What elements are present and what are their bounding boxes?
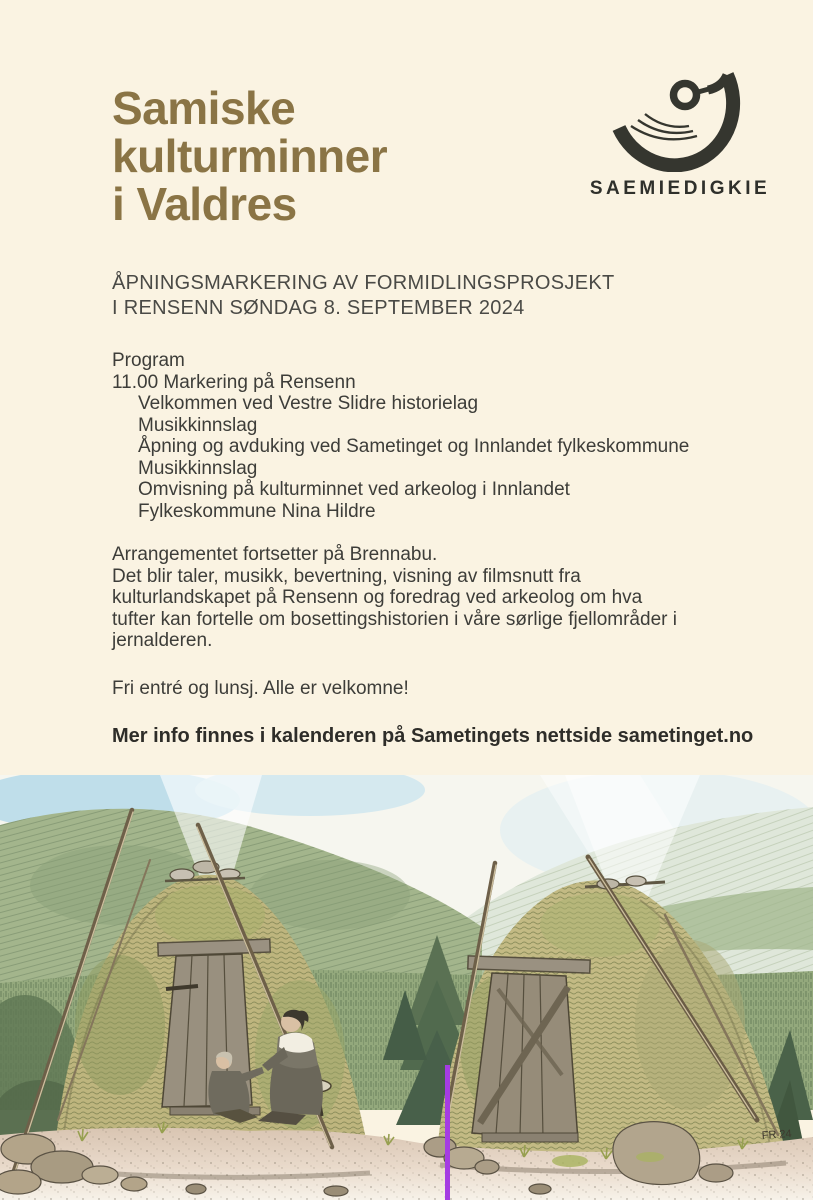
title-line-3: i Valdres [112,178,297,230]
details-line: kulturlandskapet på Rensenn og foredrag ved arkeolog om hva [112,587,643,609]
program-heading: Program [112,350,185,371]
details-paragraph [112,544,677,652]
title-line-2: kulturminner [112,130,388,182]
program-item: Musikkinnslag [138,457,258,479]
details-line: Arrangementet fortsetter på Brennabu. [112,544,438,565]
details-line: tufter kan fortelle om bosettingshistorien i våre sørlige fjellområder i [112,608,677,630]
sami-drum-horn-icon [605,62,755,172]
title-line-1: Samiske [112,82,296,134]
program-item: Velkommen ved Vestre Slidre historielag [138,393,479,414]
details-line: Det blir taler, musikk, bevertning, visning av filmsnutt fra [112,565,581,587]
artist-signature: FR 24 [761,1127,793,1142]
details-line: jernalderen. [112,630,213,652]
program-item: Omvisning på kulturminnet ved arkeolog i Innlandet [138,479,570,500]
page-title [112,84,387,228]
saemiedigkie-logo [582,62,778,200]
turf-huts-illustration [0,775,813,1200]
subtitle-line-2: I RENSENN SØNDAG 8. SEPTEMBER 2024 [112,297,525,319]
program-time-line: 11.00 Markering på Rensenn [112,371,356,393]
purple-marker-line [445,1065,450,1200]
event-subtitle [112,271,615,321]
more-info-line: Mer info finnes i kalenderen på Sametingets nettside sametinget.no [112,725,754,747]
program-section [112,350,689,522]
subtitle-line-1: ÅPNINGSMARKERING AV FORMIDLINGSPROSJEKT [112,272,615,294]
free-entry-line: Fri entré og lunsj. Alle er velkomne! [112,678,409,699]
logo-wordmark: SAEMIEDIGKIE [589,178,771,199]
program-item: Musikkinnslag [138,414,258,436]
program-item: Åpning og avduking ved Sametinget og Innlandet fylkeskommune [138,436,690,457]
program-item: Fylkeskommune Nina Hildre [138,500,376,522]
